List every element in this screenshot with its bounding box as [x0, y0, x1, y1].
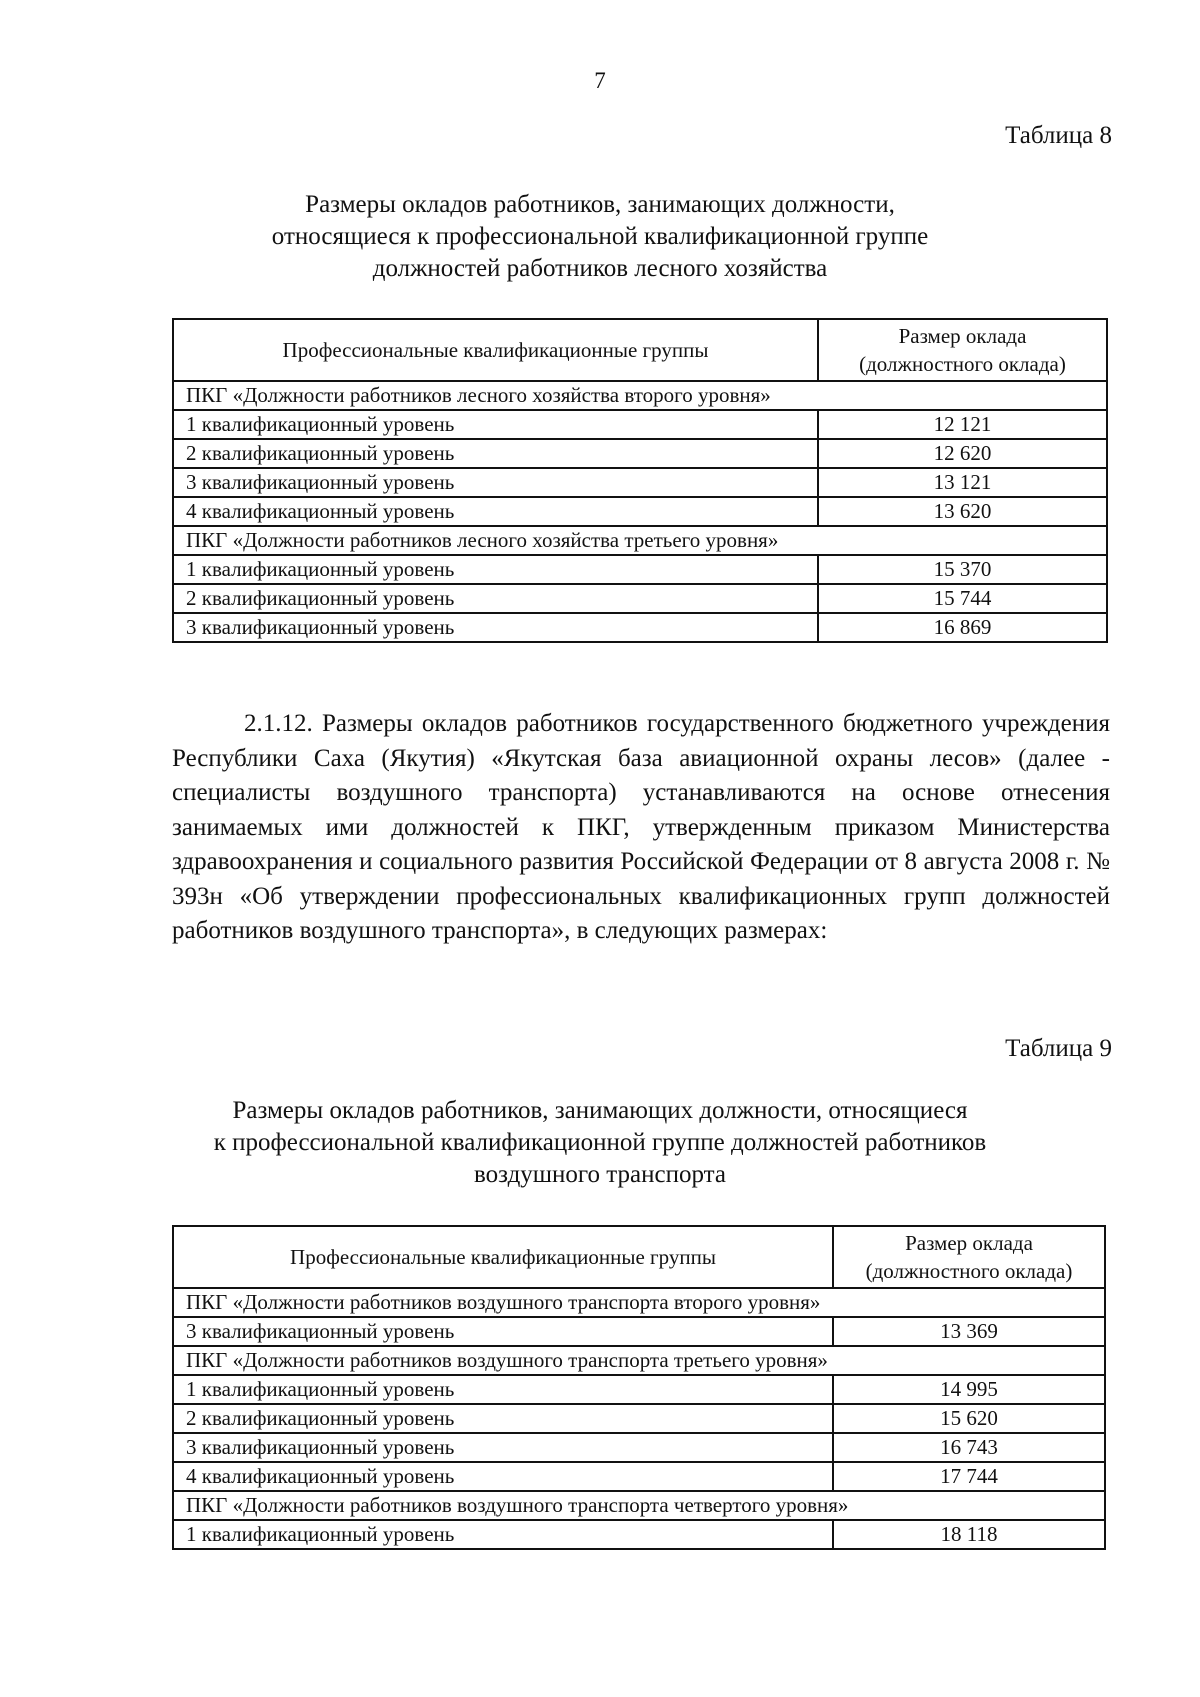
salary-value: 15 744 [818, 584, 1107, 613]
salary-value: 16 869 [818, 613, 1107, 642]
paragraph-text: 2.1.12. Размеры окладов работников государственного бюджетного учреждения Республики Саха (Якутия) «Якутская база авиационной охраны лесов» (далее - специалисты воздушного транспорта) устанавливаются на основе отнесения занимаемых ими должностей к ПКГ, утвержденным приказом Министерства здравоохранения и социального развития Российской Федерации от 8 августа 2008 г. № 393н «Об утверждении профессиональных квалификационных групп должностей работников воздушного транспорта», в следующих размерах: [172, 710, 1110, 944]
table-9-caption-line-1: Размеры окладов работников, занимающих должности, относящиеся [232, 1097, 968, 1124]
table-8-label: Таблица 8 [1005, 122, 1112, 149]
table-row [173, 497, 1107, 526]
table-row [173, 1433, 1105, 1462]
level-label: 3 квалификационный уровень [173, 613, 818, 642]
table-8-caption-line-2: относящиеся к профессиональной квалификационной группе [271, 223, 929, 250]
table-9-header-groups: Профессиональные квалификационные группы [173, 1226, 833, 1288]
salary-value: 18 118 [833, 1520, 1105, 1549]
level-label: 2 квалификационный уровень [173, 584, 818, 613]
level-label: 1 квалификационный уровень [173, 410, 818, 439]
level-label: 1 квалификационный уровень [173, 1375, 833, 1404]
table-row [173, 1520, 1105, 1549]
group-row [173, 1491, 1105, 1520]
group-title: ПКГ «Должности работников воздушного транспорта второго уровня» [173, 1288, 1105, 1317]
table-8-header-groups: Профессиональные квалификационные группы [173, 319, 818, 381]
table-9-header-salary [833, 1226, 1105, 1288]
table-8-body [173, 381, 1107, 642]
group-title: ПКГ «Должности работников воздушного транспорта четвертого уровня» [173, 1491, 1105, 1520]
group-row [173, 1288, 1105, 1317]
table-row [173, 1375, 1105, 1404]
level-label: 4 квалификационный уровень [173, 497, 818, 526]
level-label: 3 квалификационный уровень [173, 468, 818, 497]
table-9-header-salary-line-2: (должностного оклада) [865, 1259, 1073, 1283]
table-row [173, 1317, 1105, 1346]
table-row [173, 1404, 1105, 1433]
table-9-caption-line-2: к профессиональной квалификационной группе должностей работников [213, 1129, 987, 1156]
table-8-header-salary [818, 319, 1107, 381]
table-row [173, 613, 1107, 642]
salary-value: 17 744 [833, 1462, 1105, 1491]
group-title: ПКГ «Должности работников воздушного транспорта третьего уровня» [173, 1346, 1105, 1375]
table-9-label: Таблица 9 [1005, 1035, 1112, 1062]
level-label: 1 квалификационный уровень [173, 555, 818, 584]
level-label: 3 квалификационный уровень [173, 1433, 833, 1462]
salary-value: 15 370 [818, 555, 1107, 584]
table-9-header-salary-line-1: Размер оклада [905, 1231, 1033, 1255]
table-row [173, 555, 1107, 584]
level-label: 3 квалификационный уровень [173, 1317, 833, 1346]
salary-value: 13 369 [833, 1317, 1105, 1346]
salary-value: 14 995 [833, 1375, 1105, 1404]
group-title: ПКГ «Должности работников лесного хозяйства второго уровня» [173, 381, 1107, 410]
group-title: ПКГ «Должности работников лесного хозяйства третьего уровня» [173, 526, 1107, 555]
table-row [173, 468, 1107, 497]
table-8-caption-line-1: Размеры окладов работников, занимающих должности, [305, 191, 895, 218]
salary-value: 16 743 [833, 1433, 1105, 1462]
salary-value: 13 620 [818, 497, 1107, 526]
level-label: 2 квалификационный уровень [173, 439, 818, 468]
body-paragraph [172, 707, 1110, 949]
table-9-caption [0, 1095, 1200, 1191]
table-8-header-salary-line-2: (должностного оклада) [859, 352, 1066, 376]
group-row [173, 526, 1107, 555]
table-9-body [173, 1288, 1105, 1549]
table-8-header-row [173, 319, 1107, 381]
table-row [173, 1462, 1105, 1491]
table-9 [172, 1225, 1106, 1550]
level-label: 1 квалификационный уровень [173, 1520, 833, 1549]
table-8 [172, 318, 1108, 643]
table-row [173, 439, 1107, 468]
level-label: 4 квалификационный уровень [173, 1462, 833, 1491]
group-row [173, 381, 1107, 410]
table-9-caption-line-3: воздушного транспорта [474, 1161, 726, 1188]
level-label: 2 квалификационный уровень [173, 1404, 833, 1433]
salary-value: 15 620 [833, 1404, 1105, 1433]
table-8-header-salary-line-1: Размер оклада [898, 324, 1027, 348]
table-row [173, 584, 1107, 613]
page-number: 7 [594, 68, 606, 93]
salary-value: 12 620 [818, 439, 1107, 468]
group-row [173, 1346, 1105, 1375]
table-8-caption-line-3: должностей работников лесного хозяйства [372, 255, 828, 282]
table-8-caption [0, 189, 1200, 285]
salary-value: 13 121 [818, 468, 1107, 497]
table-9-header-row [173, 1226, 1105, 1288]
salary-value: 12 121 [818, 410, 1107, 439]
table-row [173, 410, 1107, 439]
